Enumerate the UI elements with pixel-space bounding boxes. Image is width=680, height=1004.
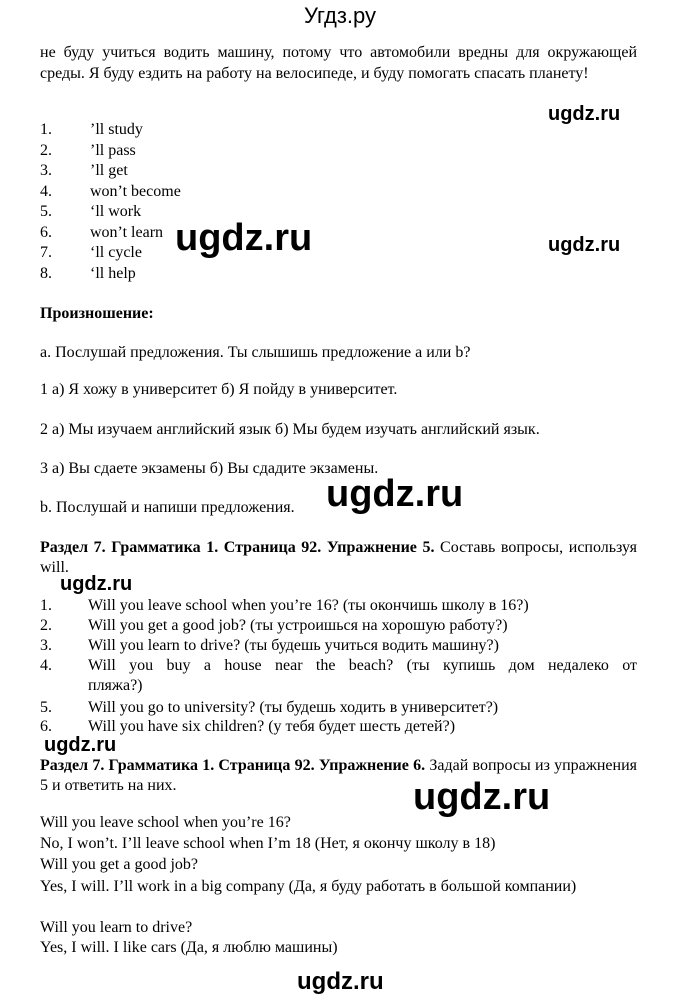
watermark: ugdz.ru	[326, 473, 464, 515]
answer-text: ’ll study	[90, 121, 143, 138]
question-number: 4.	[40, 657, 52, 674]
answer-number: 2.	[40, 142, 52, 159]
answer-number: 1.	[40, 121, 52, 138]
question-item	[40, 636, 499, 656]
answer-item	[40, 243, 142, 263]
site-title: Угдз.ру	[303, 3, 377, 28]
watermark: ugdz.ru	[413, 776, 551, 818]
dialogue-line: Will you get a good job?	[40, 856, 198, 873]
answer-text: won’t learn	[90, 224, 164, 241]
question-number: 2.	[40, 617, 52, 634]
watermark: ugdz.ru	[60, 573, 133, 595]
answer-text: ‘ll help	[90, 265, 136, 282]
dialogue-line: Yes, I will. I’ll work in a big company (Да, я буду работать в большой компании)	[40, 878, 577, 895]
pronunciation-task-a: a. Послушай предложения. Ты слышишь предложение а или b?	[40, 344, 471, 361]
exercise-5-instruction: Составь вопросы, используя will.	[40, 539, 638, 576]
question-number: 5.	[40, 699, 52, 716]
answer-number: 3.	[40, 162, 52, 179]
pronunciation-heading: Произношение:	[40, 305, 154, 322]
exercise-6-instruction: Задай вопросы из упражнения 5 и ответить на них.	[40, 757, 637, 794]
answer-text: ’ll get	[90, 162, 128, 179]
question-text: Will you get a good job? (ты устроишься на хорошую работу?)	[88, 617, 508, 634]
question-item	[40, 596, 529, 616]
question-text: Will you learn to drive? (ты будешь учиться водить машину?)	[88, 637, 499, 654]
answer-number: 7.	[40, 244, 52, 261]
answer-text: won’t become	[90, 183, 181, 200]
intro-paragraph: не буду учиться водить машину, потому что автомобили вредны для окружающей среды. Я буду ездить на работу на велосипеде, и буду помогать спасать планету!	[40, 44, 637, 82]
dialogue-line: Will you leave school when you’re 16?	[40, 814, 291, 831]
question-text: Will you buy a house near the beach? (ты купишь дом недалеко от	[88, 657, 637, 674]
answer-text: ‘ll work	[90, 203, 142, 220]
answer-item	[40, 264, 136, 284]
question-text-continued: пляжа?)	[88, 677, 143, 694]
question-item	[40, 698, 498, 718]
watermark: ugdz.ru	[44, 734, 117, 756]
question-item	[40, 616, 508, 636]
answer-number: 6.	[40, 224, 52, 241]
question-item	[40, 656, 637, 696]
answer-number: 5.	[40, 203, 52, 220]
pronunciation-item: 2 а) Мы изучаем английский язык б) Мы будем изучать английский язык.	[40, 421, 540, 438]
answer-item	[40, 141, 136, 161]
exercise-5-title: Раздел 7. Грамматика 1. Страница 92. Упражнение 5.	[40, 539, 435, 556]
question-text: Will you have six children? (у тебя будет шесть детей?)	[88, 718, 456, 735]
answer-item	[40, 120, 143, 140]
pronunciation-item: 1 а) Я хожу в университет б) Я пойду в университет.	[40, 381, 398, 398]
watermark: ugdz.ru	[175, 217, 313, 259]
pronunciation-item: 3 а) Вы сдаете экзамены б) Вы сдадите экзамены.	[40, 460, 379, 477]
question-text: Will you go to university? (ты будешь ходить в университет?)	[88, 699, 499, 716]
watermark: ugdz.ru	[548, 103, 621, 125]
pronunciation-task-b: b. Послушай и напиши предложения.	[40, 499, 295, 516]
question-number: 6.	[40, 718, 52, 735]
exercise-6-title: Раздел 7. Грамматика 1. Страница 92. Упражнение 6.	[40, 757, 426, 774]
question-number: 3.	[40, 637, 52, 654]
dialogue-line: Will you learn to drive?	[40, 919, 193, 936]
answer-number: 8.	[40, 265, 52, 282]
dialogue-line: Yes, I will. I like cars (Да, я люблю машины)	[40, 939, 338, 956]
question-number: 1.	[40, 597, 52, 614]
answer-item	[40, 161, 128, 181]
watermark: ugdz.ru	[548, 234, 621, 256]
answer-item	[40, 202, 141, 222]
dialogue-line: No, I won’t. I’ll leave school when I’m 18 (Нет, я окончу школу в 18)	[40, 835, 496, 852]
answer-text: ‘ll cycle	[90, 244, 142, 261]
answer-text: ’ll pass	[90, 142, 136, 159]
question-text: Will you leave school when you’re 16? (ты окончишь школу в 16?)	[88, 597, 529, 614]
answer-number: 4.	[40, 183, 52, 200]
watermark: ugdz.ru	[297, 968, 384, 995]
answer-item	[40, 182, 181, 202]
answer-item	[40, 223, 163, 243]
